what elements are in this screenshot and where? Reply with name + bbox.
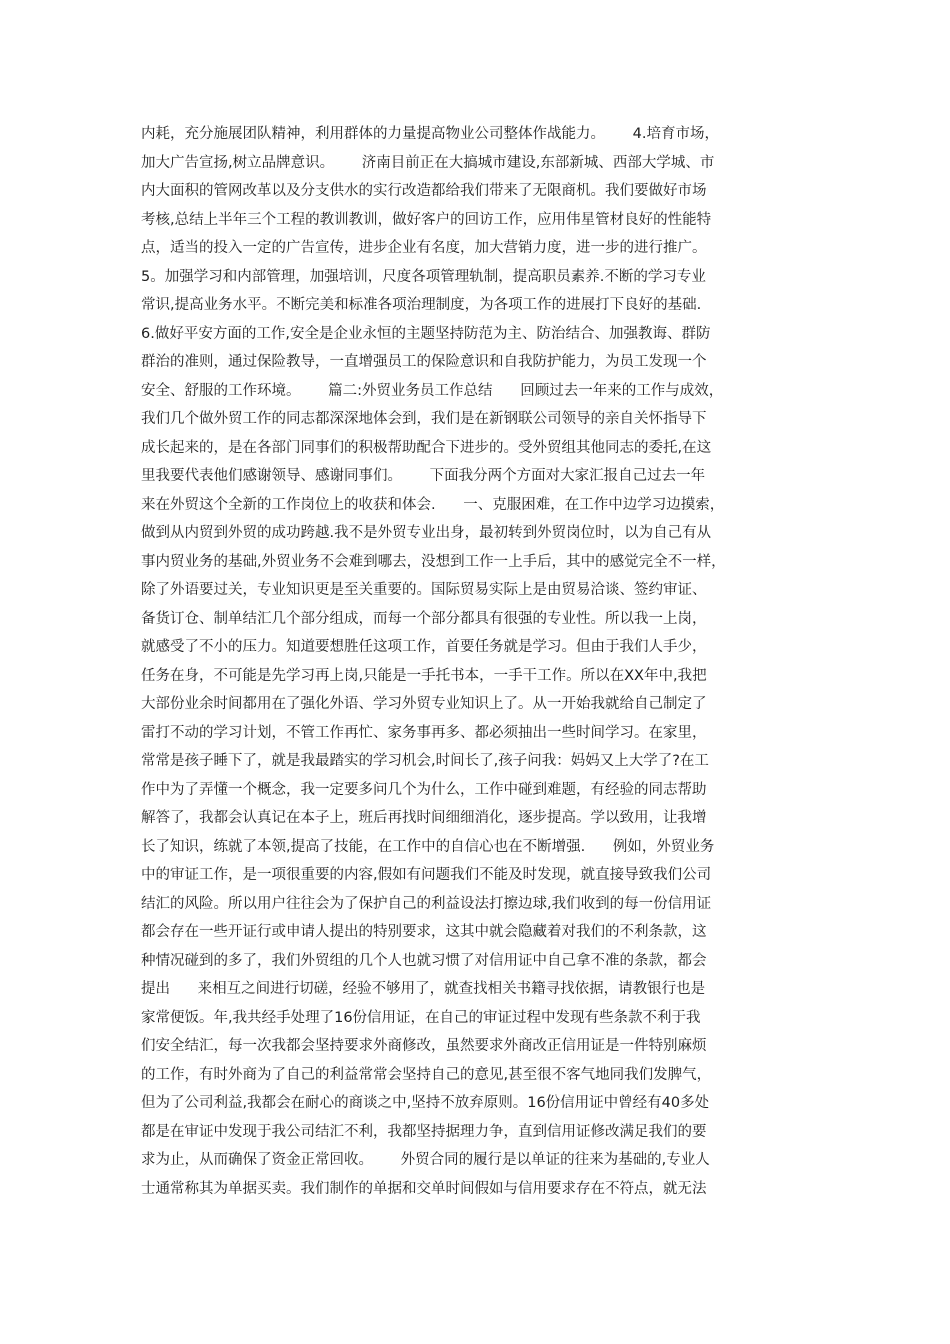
text-line: 来在外贸这个全新的工作岗位上的收获和体会. 一、克服困难，在工作中边学习边摸索， [141,496,725,513]
text-line: 的工作，有时外商为了自己的利益常常会坚持自己的意见,甚至很不客气地同我们发脾气， [141,1066,712,1083]
text-line: 成长起来的，是在各部门同事们的积极帮助配合下进步的。受外贸组其他同志的委托,在这 [141,439,712,456]
text-line: 提出 来相互之间进行切磋，经验不够用了，就查找相关书籍寻找依据，请教银行也是 [141,981,706,997]
text-line: 作中为了弄懂一个概念，我一定要多问几个为什么，工作中碰到难题，有经验的同志帮助 [141,781,707,798]
text-line: 安全、舒服的工作环境。 篇二:外贸业务员工作总结 回顾过去一年来的工作与成效， [141,382,724,399]
text-line: 种情况碰到的多了，我们外贸组的几个人也就习惯了对信用证中自己拿不准的条款，都会 [141,952,707,969]
text-line: 大部份业余时间都用在了强化外语、学习外贸专业知识上了。从一开始我就给自己制定了 [141,696,707,712]
text-line: 解答了，我都会认真记在本子上，班后再找时间细细消化，逐步提高。学以致用，让我增 [141,810,707,826]
text-line: 常识,提高业务水平。不断完美和标准各项治理制度，为各项工作的进展打下良好的基础. [141,297,702,313]
text-line: 5。加强学习和内部管理，加强培训，尺度各项管理轨制，提高职员素养.不断的学习专业 [141,268,706,285]
text-line: 做到从内贸到外贸的成功跨越.我不是外贸专业出身，最初转到外贸岗位时，以为自己有从 [141,525,712,541]
text-line: 群治的准则，通过保险教导，一直增强员工的保险意识和自我防护能力，为员工发现一个 [141,354,707,370]
text-line: 任务在身，不可能是先学习再上岗,只能是一手托书本，一手干工作。所以在XX年中,我把 [141,667,707,684]
text-line: 中的审证工作，是一项很重要的内容,假如有问题我们不能及时发现，就直接导致我们公司 [141,867,712,883]
text-line: 雷打不动的学习计划，不管工作再忙、家务事再多、都必须抽出一些时间学习。在家里， [141,724,707,741]
text-line: 备货订仓、制单结汇几个部分组成，而每一个部分都具有很强的专业性。所以我一上岗， [141,610,707,627]
text-line: 事内贸业务的基础,外贸业务不会难到哪去，没想到工作一上手后，其中的感觉完全不一样， [141,553,726,570]
text-line: 但为了公司利益,我都会在耐心的商谈之中,坚持不放弃原则。16份信用证中曾经有40多处 [141,1095,710,1111]
text-line: 我们几个做外贸工作的同志都深深地体会到，我们是在新钢联公司领导的亲自关怀指导下 [141,411,707,427]
text-line: 内耗，充分施展团队精神，利用群体的力量提高物业公司整体作战能力。 4.培育市场， [141,126,719,142]
text-line: 士通常称其为单据买卖。我们制作的单据和交单时间假如与信用要求存在不符点，就无法 [141,1180,707,1197]
text-line: 内大面积的管网改革以及分支供水的实行改造都给我们带来了无限商机。我们要做好市场 [141,183,707,199]
text-line: 加大广告宣扬,树立品牌意识。 济南目前正在大搞城市建设,东部新城、西部大学城、市 [141,154,715,171]
text-line: 长了知识，练就了本领,提高了技能，在工作中的自信心也在不断增强. 例如，外贸业务 [141,838,715,855]
text-line: 求为止，从而确保了资金正常回收。 外贸合同的履行是以单证的往来为基础的,专业人 [141,1152,710,1168]
body-text [141,120,821,1203]
text-line: 都是在审证中发现于我公司结汇不利，我都坚持据理力争，直到信用证修改满足我们的要 [141,1123,707,1140]
text-line: 结汇的风险。所以用户往往会为了保护自己的利益设法打擦边球,我们收到的每一份信用证 [141,895,712,912]
text-line: 都会存在一些开证行或申请人提出的特别要求，这其中就会隐藏着对我们的不利条款，这 [141,924,707,940]
text-line: 家常便饭。年,我共经手处理了16份信用证，在自己的审证过程中发现有些条款不利于我 [141,1009,701,1026]
text-line: 点，适当的投入一定的广告宣传，进步企业有名度，加大营销力度，进一步的进行推广。 [141,240,707,256]
text-line: 常常是孩子睡下了，就是我最踏实的学习机会,时间长了,孩子问我：妈妈又上大学了?在工 [141,753,709,769]
text-line: 就感受了不小的压力。知道要想胜任这项工作，首要任务就是学习。但由于我们人手少， [141,639,707,655]
text-line: 6.做好平安方面的工作,安全是企业永恒的主题坚持防范为主、防治结合、加强教诲、群防 [141,325,711,342]
text-line: 考核,总结上半年三个工程的教训教训，做好客户的回访工作，应用伟星管材良好的性能特 [141,211,712,228]
text-line: 除了外语要过关，专业知识更是至关重要的。国际贸易实际上是由贸易洽谈、签约审证、 [141,582,707,598]
text-line: 们安全结汇，每一次我都会坚持要求外商修改，虽然要求外商改正信用证是一件特别麻烦 [141,1038,707,1054]
text-line: 里我要代表他们感谢领导、感谢同事们。 下面我分两个方面对大家汇报自己过去一年 [141,468,706,484]
